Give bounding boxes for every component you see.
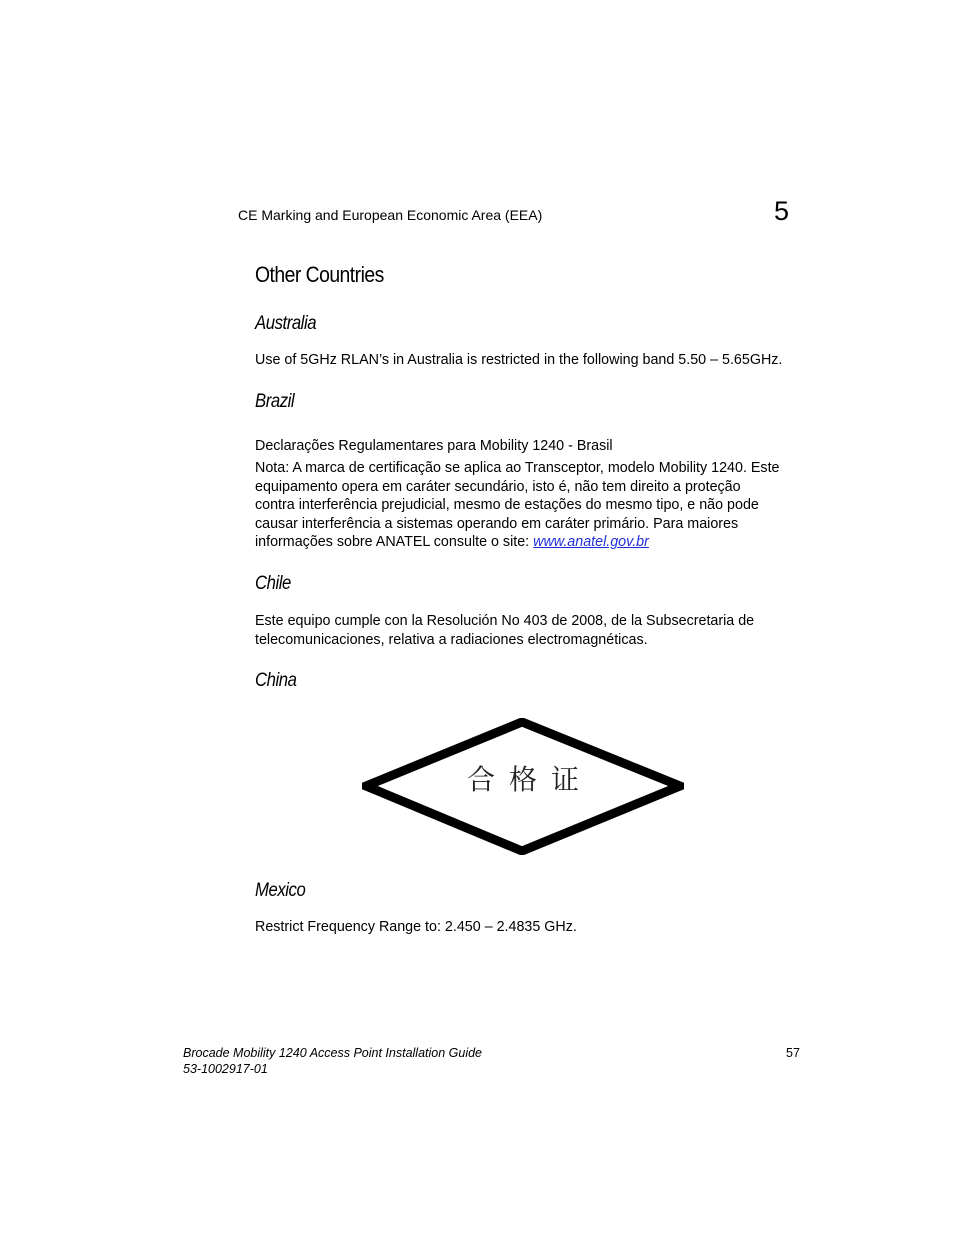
- mexico-line: Restrict Frequency Range to: 2.450 – 2.4835 GHz.: [255, 919, 577, 935]
- brazil-line: contra interferência prejudicial, mesmo de estações do mesmo tipo, e não pode: [255, 497, 759, 514]
- china-mark-text: 合格证: [466, 763, 593, 796]
- footer-guide-title: Brocade Mobility 1240 Access Point Installation Guide: [183, 1046, 483, 1060]
- brazil-heading: Brazil: [255, 391, 295, 412]
- chile-line: Este equipo cumple con la Resolución No 403 de 2008, de la Subsecretaria de: [255, 613, 755, 629]
- china-heading: China: [255, 670, 297, 691]
- australia-heading: Australia: [255, 313, 317, 334]
- mexico-heading: Mexico: [255, 880, 306, 901]
- australia-text: [255, 351, 815, 370]
- chile-line: telecomunicaciones, relativa a radiaciones electromagnéticas.: [255, 631, 648, 648]
- running-header: CE Marking and European Economic Area (EEA): [238, 207, 543, 223]
- chile-heading: Chile: [255, 573, 291, 594]
- brazil-line: Nota: A marca de certificação se aplica ao Transceptor, modelo Mobility 1240. Este: [255, 460, 780, 476]
- brazil-line: causar interferência a sistemas operando em caráter primário. Para maiores: [255, 515, 739, 532]
- anatel-link[interactable]: www.anatel.gov.br: [533, 534, 649, 551]
- chapter-number: 5: [774, 196, 790, 226]
- chile-paragraph: [255, 612, 815, 649]
- brazil-line: equipamento opera em caráter secundário, isto é, não tem direito a proteção: [255, 478, 741, 495]
- brazil-subheading: [255, 437, 815, 456]
- brazil-subheading-text: Declarações Regulamentares para Mobility 1240 - Brasil: [255, 438, 613, 454]
- australia-line: Use of 5GHz RLAN’s in Australia is restricted in the following band 5.50 – 5.65GHz.: [255, 352, 783, 368]
- brazil-last-line: [255, 533, 815, 552]
- footer-doc-number: 53-1002917-01: [183, 1062, 268, 1076]
- brazil-paragraph: [255, 459, 815, 552]
- page-number: 57: [786, 1046, 800, 1060]
- mexico-text: [255, 918, 815, 937]
- section-title: Other Countries: [255, 262, 384, 287]
- brazil-last-line-text: informações sobre ANATEL consulte o site:: [255, 534, 534, 551]
